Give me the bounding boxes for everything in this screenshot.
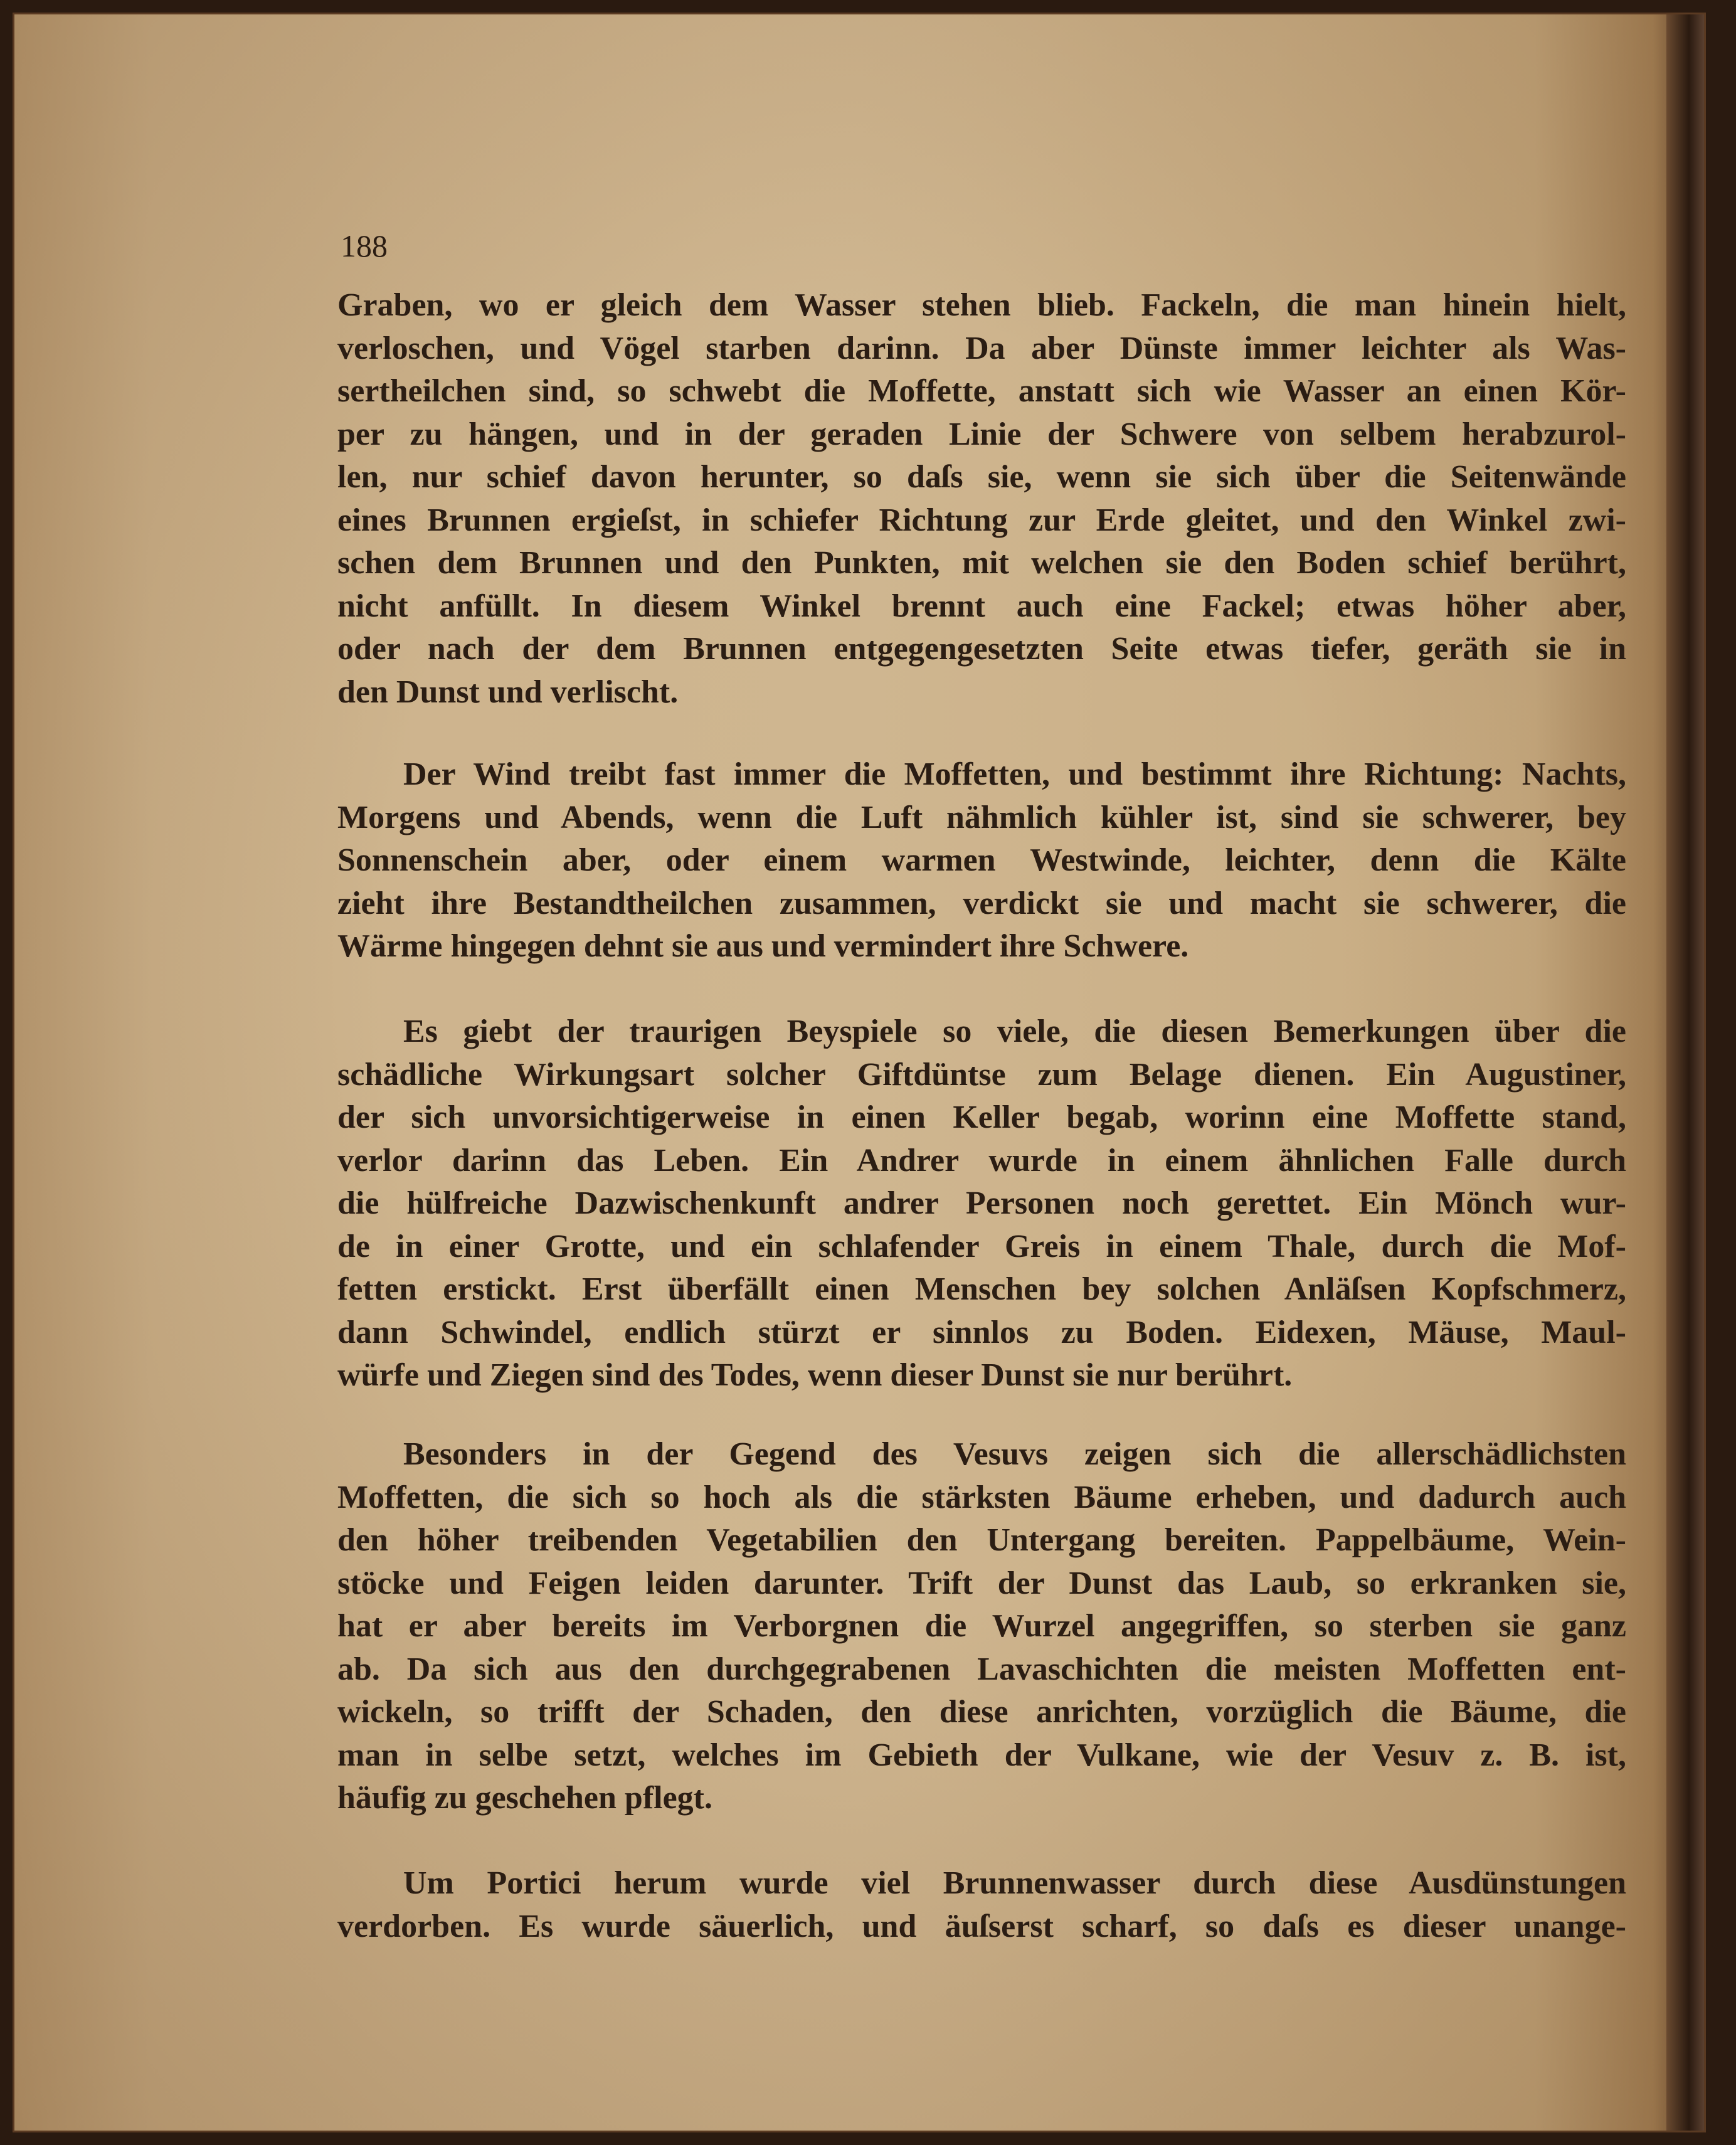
text-line: man in selbe setzt, welches im Gebieth der Vulkane, wie der Vesuv z. B. ist,	[337, 1737, 1626, 1773]
text-line: schädliche Wirkungsart solcher Giftdüntse zum Belage dienen. Ein Augustiner,	[337, 1056, 1626, 1093]
text-line: Graben, wo er gleich dem Wasser stehen blieb. Fackeln, die man hinein hielt,	[337, 287, 1626, 323]
text-line: die hülfreiche Dazwischenkunft andrer Personen noch gerettet. Ein Mönch wur-	[337, 1185, 1626, 1221]
text-line: Es giebt der traurigen Beyspiele so viele, die diesen Bemerkungen über die	[403, 1014, 1626, 1049]
text-line: zieht ihre Bestandtheilchen zusammen, verdickt sie und macht sie schwerer, die	[337, 885, 1626, 921]
text-line: würfe und Ziegen sind des Todes, wenn dieser Dunst sie nur berührt.	[337, 1357, 1293, 1393]
text-line: sertheilchen sind, so schwebt die Moffette, anstatt sich wie Wasser an einen Kör-	[337, 373, 1626, 409]
text-line: verloschen, und Vögel starben darinn. Da aber Dünste immer leichter als Was-	[337, 330, 1626, 366]
book-page	[13, 13, 1706, 2132]
text-line: oder nach der dem Brunnen entgegengesetzten Seite etwas tiefer, geräth sie in	[337, 631, 1626, 667]
paragraph-4	[337, 1433, 1626, 1820]
text-line: de in einer Grotte, und ein schlafender Greis in einem Thale, durch die Mof-	[337, 1228, 1626, 1264]
paragraph-3	[337, 1010, 1626, 1397]
paragraph-5	[337, 1862, 1626, 1948]
text-line: eines Brunnen ergieſst, in schiefer Richtung zur Erde gleitet, und den Winkel zwi-	[337, 502, 1626, 538]
text-line: Der Wind treibt fast immer die Moffetten, und bestimmt ihre Richtung: Nachts,	[403, 756, 1626, 792]
text-line: Morgens und Abends, wenn die Luft nähmlich kühler ist, sind sie schwerer, bey	[337, 799, 1626, 835]
text-line: häufig zu geschehen pflegt.	[337, 1780, 712, 1816]
text-line: Wärme hingegen dehnt sie aus und vermindert ihre Schwere.	[337, 928, 1189, 964]
text-line: per zu hängen, und in der geraden Linie der Schwere von selbem herabzurol-	[337, 416, 1626, 452]
text-line: schen dem Brunnen und den Punkten, mit welchen sie den Boden schief berührt,	[337, 545, 1626, 581]
text-line: wickeln, so trifft der Schaden, den diese anrichten, vorzüglich die Bäume, die	[337, 1694, 1626, 1730]
paragraph-1	[337, 284, 1626, 714]
text-line: verlor darinn das Leben. Ein Andrer wurde in einem ähnlichen Falle durch	[337, 1142, 1626, 1178]
text-line: der sich unvorsichtigerweise in einen Keller begab, worinn eine Moffette stand,	[337, 1099, 1626, 1135]
text-line: Um Portici herum wurde viel Brunnenwasser durch diese Ausdünstungen	[403, 1865, 1626, 1901]
text-line: stöcke und Feigen leiden darunter. Trift der Dunst das Laub, so erkranken sie,	[337, 1565, 1626, 1601]
text-line: ab. Da sich aus den durchgegrabenen Lavaschichten die meisten Moffetten ent-	[337, 1651, 1626, 1687]
page-number: 188	[341, 228, 388, 263]
text-line: hat er aber bereits im Verborgnen die Wurzel angegriffen, so sterben sie ganz	[337, 1608, 1626, 1644]
text-line: Besonders in der Gegend des Vesuvs zeigen sich die allerschädlichsten	[403, 1436, 1626, 1472]
text-line: len, nur schief davon herunter, so daſs sie, wenn sie sich über die Seitenwände	[337, 459, 1626, 495]
paragraph-2	[337, 753, 1626, 968]
text-line: dann Schwindel, endlich stürzt er sinnlos zu Boden. Eidexen, Mäuse, Maul-	[337, 1314, 1626, 1350]
text-line: fetten erstickt. Erst überfällt einen Menschen bey solchen Anläſsen Kopfschmerz,	[337, 1271, 1626, 1307]
text-line: den Dunst und verlischt.	[337, 674, 679, 710]
text-line: den höher treibenden Vegetabilien den Untergang bereiten. Pappelbäume, Wein-	[337, 1522, 1626, 1558]
text-line: nicht anfüllt. In diesem Winkel brennt auch eine Fackel; etwas höher aber,	[337, 588, 1626, 624]
text-line: Sonnenschein aber, oder einem warmen Westwinde, leichter, denn die Kälte	[337, 842, 1626, 878]
text-line: Moffetten, die sich so hoch als die stärksten Bäume erheben, und dadurch auch	[337, 1479, 1626, 1515]
book-binding	[1666, 14, 1704, 2131]
text-line: verdorben. Es wurde säuerlich, und äuſserst scharf, so daſs es dieser unange-	[337, 1908, 1626, 1944]
